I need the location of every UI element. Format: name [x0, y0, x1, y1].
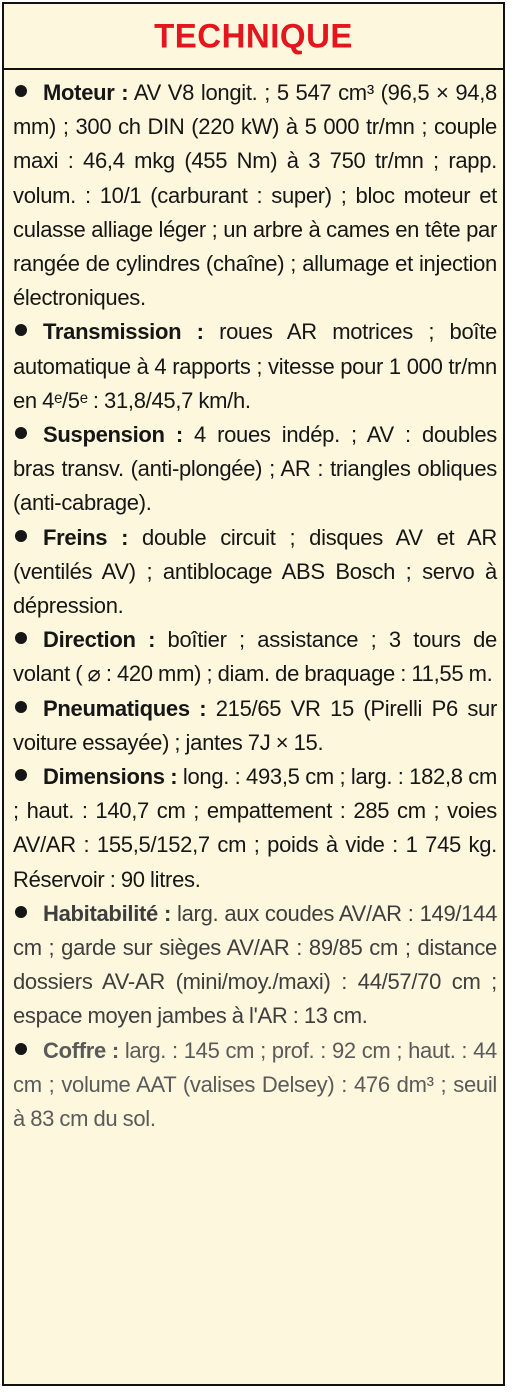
spec-label: Freins : — [43, 524, 129, 550]
bullet-icon — [15, 769, 27, 781]
spec-text: AV V8 longit. ; 5 547 cm³ (96,5 × 94,8 mm) ; 300 ch DIN (220 kW) à 5 000 tr/mn ; couple maxi : 46,4 mkg (455 Nm) à 3 750 tr/mn ; rapp. volum. : 10/1 (carburant : super) ; bloc moteur et culasse alliage léger ; un arbre à cames en tête par rangée de cylindres (chaîne) ; allumage et injection électroniques. — [13, 80, 497, 311]
spec-text: larg. aux coudes AV/AR : 149/144 cm ; garde sur sièges AV/AR : 89/85 cm ; distance dossiers AV-AR (mini/moy./maxi) : 44/57/70 cm ; espace moyen jambes à l'AR : 13 cm. — [13, 900, 498, 1029]
spec-engine — [13, 76, 497, 315]
spec-label: Coffre : — [43, 1037, 119, 1063]
spec-interior-space — [13, 897, 497, 1034]
spec-tyres — [13, 692, 497, 760]
spec-text: larg. : 145 cm ; prof. : 92 cm ; haut. : 44 cm ; volume AAT (valises Delsey) : 476 dm³ ; seuil à 83 cm du sol. — [13, 1037, 497, 1132]
spec-text: long. : 493,5 cm ; larg. : 182,8 cm ; haut. : 140,7 cm ; empattement : 285 cm ; voies AV/AR : 155,5/152,7 cm ; poids à vide : 1 745 kg. Réservoir : 90 litres. — [13, 764, 497, 892]
bullet-icon — [15, 530, 27, 542]
spec-label: Suspension : — [43, 422, 183, 448]
spec-text: 215/65 VR 15 (Pirelli P6 sur voiture essayée) ; jantes 7J × 15. — [13, 695, 498, 755]
bullet-icon — [15, 906, 27, 918]
spec-suspension — [13, 418, 497, 521]
bullet-icon — [15, 632, 27, 644]
spec-trunk — [13, 1034, 497, 1137]
spec-label: Habitabilité : — [43, 900, 172, 926]
page-title: TECHNIQUE — [154, 16, 353, 55]
spec-label: Direction : — [43, 627, 156, 653]
bullet-icon — [15, 701, 27, 713]
spec-transmission — [13, 315, 497, 418]
spec-label: Moteur : — [43, 80, 129, 105]
spec-dimensions — [13, 760, 497, 897]
bullet-icon — [15, 427, 27, 439]
spec-label: Transmission : — [43, 319, 204, 345]
title-bar — [4, 4, 503, 70]
bullet-icon — [15, 324, 27, 336]
bullet-icon — [15, 85, 27, 97]
spec-text: double circuit ; disques AV et AR (ventilés AV) ; antiblocage ABS Bosch ; servo à dépression. — [13, 524, 497, 619]
spec-label: Pneumatiques : — [43, 695, 207, 721]
specs-list — [4, 70, 503, 1136]
spec-text: roues AR motrices ; boîte automatique à 4 rapports ; vitesse pour 1 000 tr/mn en 4ᵉ/5ᵉ : 31,8/45,7 km/h. — [13, 319, 497, 413]
technical-specs-box — [2, 2, 505, 1386]
spec-steering — [13, 623, 497, 691]
bullet-icon — [15, 1043, 27, 1055]
spec-label: Dimensions : — [43, 764, 178, 790]
spec-brakes — [13, 521, 497, 624]
spec-text: boîtier ; assistance ; 3 tours de volant ( ⌀ : 420 mm) ; diam. de braquage : 11,55 m. — [13, 627, 497, 687]
spec-text: 4 roues indép. ; AV : doubles bras transv. (anti-plongée) ; AR : triangles obliques (anti-cabrage). — [13, 422, 497, 516]
